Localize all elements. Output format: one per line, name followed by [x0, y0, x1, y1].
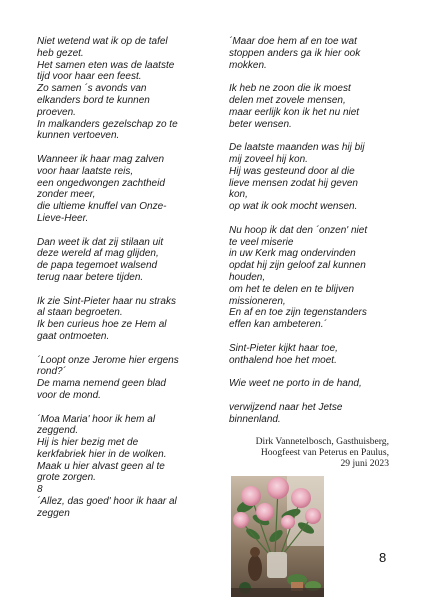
- poem-line: lieve mensen zodat hij geven: [229, 177, 358, 189]
- poem-line: delen met zovele mensen,: [229, 94, 346, 106]
- signature-line: Dirk Vannetelbosch, Gasthuisberg,: [255, 436, 389, 447]
- poem-line: terug naar betere tijden.: [37, 271, 144, 283]
- poem-line: deze wereld af mag glijden,: [37, 248, 159, 260]
- poem-line: binnenland.: [229, 413, 281, 425]
- poem-line: De mama nemend geen blad: [37, 378, 166, 390]
- poem-line: maar eerlijk kon ik het nu niet: [229, 106, 360, 118]
- poem-line: Zo samen ´s avonds van: [37, 83, 147, 95]
- poem-line: proeven.: [37, 106, 76, 118]
- poem-line: verwijzend naar het Jetse: [229, 401, 343, 413]
- poem-left-column: [37, 36, 207, 531]
- poem-line: voor de mond.: [37, 389, 101, 401]
- stanza: [37, 154, 207, 225]
- poem-line: 8: [37, 484, 43, 496]
- poem-line: beter wensen.: [229, 118, 292, 130]
- poem-line: Sint-Pieter kijkt haar toe,: [229, 342, 338, 354]
- poem-line: een ongedwongen zachtheid: [37, 177, 165, 189]
- author-signature: [229, 436, 389, 470]
- stanza: [37, 414, 207, 520]
- poem-line: rond?´: [37, 366, 66, 378]
- poem-line: om het te delen en te blijven: [229, 283, 355, 295]
- poem-line: ´Moa Maria' hoor ik hem al: [37, 413, 156, 425]
- poem-line: tijd voor haar een feest.: [37, 71, 142, 83]
- poem-line: grote zorgen.: [37, 472, 96, 484]
- stanza: [229, 142, 394, 213]
- poem-line: Het samen eten was de laatste: [37, 59, 175, 71]
- figurine: [248, 547, 262, 581]
- poem-line: kerkfabriek hier in de wolken.: [37, 448, 167, 460]
- poem-line: Ik heb ne zoon die ik moest: [229, 83, 351, 95]
- poem-line: in uw Kerk mag ondervinden: [229, 248, 356, 260]
- stanza: [229, 343, 394, 367]
- vase: [267, 552, 287, 578]
- poem-line: de papa tegemoet walsend: [37, 260, 158, 272]
- poem-line: houden,: [229, 271, 266, 283]
- stanza: [229, 83, 394, 130]
- poem-line: ´Maar doe hem af en toe wat: [229, 36, 357, 47]
- poem-line: Ik zie Sint-Pieter haar nu straks: [37, 295, 176, 307]
- stanza: [229, 402, 394, 426]
- poem-line: zonder meer,: [37, 189, 96, 201]
- poem-line: kunnen vertoeven.: [37, 130, 120, 142]
- signature-line: Hoogfeest van Peterus en Paulus,: [260, 447, 389, 459]
- poem-line: te veel miserie: [229, 236, 294, 248]
- poem-line: mokken.: [229, 59, 267, 71]
- poem-line: op wat ik ook mocht wensen.: [229, 201, 358, 213]
- poem-line: ´Allez, das goed' hoor ik haar al: [37, 496, 177, 508]
- poem-line: opdat hij zijn geloof zal kunnen: [229, 260, 366, 272]
- poem-line: Niet wetend wat ik op de tafel: [37, 36, 168, 47]
- stanza: [37, 296, 207, 343]
- page-number: 8: [379, 550, 387, 565]
- stanza: [229, 378, 394, 390]
- poem-line: mij zoveel hij kon.: [229, 153, 308, 165]
- signature-line: 29 juni 2023: [340, 458, 389, 470]
- poem-line: Wanneer ik haar mag zalven: [37, 153, 165, 165]
- poem-line: zeggen: [37, 507, 70, 519]
- poem-line: In malkanders gezelschap zo te: [37, 118, 178, 130]
- poem-line: stoppen anders ga ik hier ook: [229, 47, 361, 59]
- poem-line: Nu hoop ik dat den ´onzen' niet: [229, 224, 368, 236]
- stanza: [37, 237, 207, 284]
- poem-line: ´Loopt onze Jerome hier ergens: [37, 354, 179, 366]
- poem-line: voor haar laatste reis,: [37, 165, 134, 177]
- poem-line: missioneren,: [229, 295, 286, 307]
- poem-line: Wie weet ne porto in de hand,: [229, 378, 362, 390]
- poem-line: al staan begroeten.: [37, 307, 123, 319]
- flower-photo-illustration: [231, 476, 324, 597]
- poem-line: En af en toe zijn tegenstanders: [229, 307, 367, 319]
- poem-line: zeggend.: [37, 425, 79, 437]
- poem-line: Hij is hier bezig met de: [37, 437, 139, 449]
- poem-line: die ultieme knuffel van Onze-: [37, 201, 167, 213]
- poem-line: onthalend hoe het moet.: [229, 354, 337, 366]
- stanza: [229, 225, 394, 331]
- poem-line: Ik ben curieus hoe ze Hem al: [37, 319, 167, 331]
- flower-photo: [231, 476, 324, 597]
- stanza: [229, 36, 394, 71]
- poem-line: Lieve-Heer.: [37, 212, 89, 224]
- poem-line: gaat ontmoeten.: [37, 330, 110, 342]
- poem-line: Maak u hier alvast geen al te: [37, 460, 165, 472]
- poem-line: Dan weet ik dat zij stilaan uit: [37, 236, 164, 248]
- poem-line: Hij was gesteund door al die: [229, 165, 355, 177]
- stanza: [37, 355, 207, 402]
- poem-line: heb gezet.: [37, 47, 84, 59]
- poem-right-column: [229, 36, 394, 437]
- stanza: [37, 36, 207, 142]
- poem-line: De laatste maanden was hij bij: [229, 142, 365, 154]
- poem-line: effen kan ambeteren.´: [229, 319, 327, 331]
- poem-line: elkanders bord te kunnen: [37, 94, 150, 106]
- poem-line: kon,: [229, 189, 248, 201]
- table-edge: [231, 588, 324, 597]
